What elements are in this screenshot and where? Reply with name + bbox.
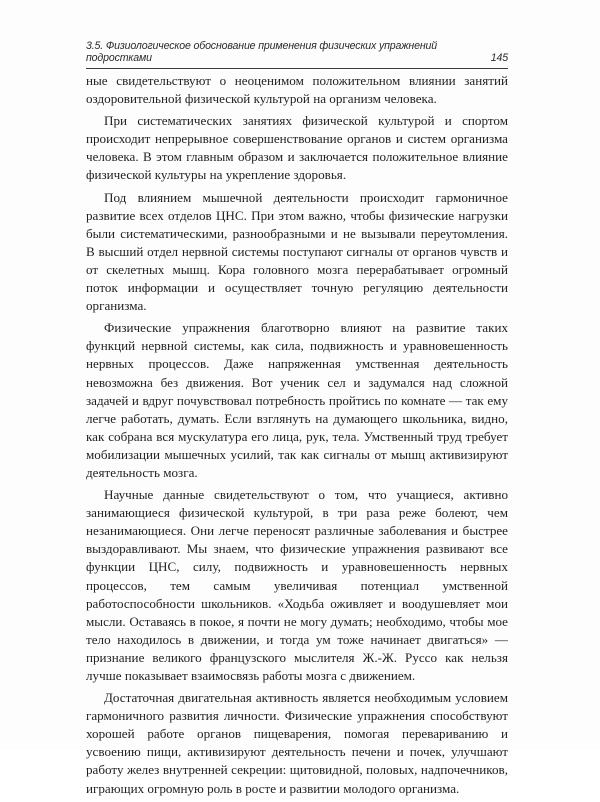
body-text	[86, 72, 508, 802]
header-rule	[86, 68, 508, 69]
paragraph: Под влиянием мышечной деятельности происходит гармоничное развитие всех отделов ЦНС. При этом важно, чтобы физические нагрузки были систематическими, разнообразными и не вызывали переутомления. В высший отдел нервной системы поступают сигналы от органов чувств и от скелетных мышц. Кора головного мозга перерабатывает огромный поток информации и осуществляет точную регуляцию деятельности организма.	[86, 189, 508, 314]
section-title: 3.5. Физиологическое обоснование применения физических упражнений подростками	[86, 40, 438, 64]
paragraph: Физические упражнения благотворно влияют на развитие таких функций нервной системы, как сила, подвижность и уравновешенность нервных процессов. Даже напряженная умственная деятельность невозможна без движения. Вот ученик сел и задумался над сложной задачей и вдруг почувствовал потребность пройтись по комнате — так ему легче работать, думать. Если взглянуть на думающего школьника, видно, как собрана вся мускулатура его лица, рук, тела. Умственный труд требует мобилизации мышечных усилий, так как сигналы от мышц активизируют деятельность мозга.	[86, 320, 508, 480]
running-header	[86, 40, 508, 64]
paragraph: Научные данные свидетельствуют о том, что учащиеся, активно занимающиеся физической культурой, в три раза реже болеют, чем незанимающиеся. Они легче переносят различные заболевания и быстрее выздоравливают. Мы знаем, что физические упражнения развивают все функции ЦНС, силу, подвижность и уравновешенность нервных процессов, тем самым увеличивая потенциал умственной работоспособности школьников. «Ходьба оживляет и воодушевляет мои мысли. Оставаясь в покое, я почти не могу думать; необходимо, чтобы мое тело находилось в движении, и тогда ум тоже начинает двигаться» — признание великого французского мыслителя Ж.-Ж. Руссо как нельзя лучше показывает взаимосвязь работы мозга с движением.	[86, 487, 508, 683]
paragraph-continued: ные свидетельствуют о неоценимом положительном влиянии занятий оздоровительной физической культурой на организм человека.	[86, 73, 508, 107]
paragraph: Достаточная двигательная активность является необходимым условием гармоничного развития личности. Физические упражнения способствуют хорошей работе органов пищеварения, помогая перевариванию и усвоению пищи, активизируют деятельность печени и почек, улучшают работу желез внутренней секреции: щитовидной, половых, надпочечников, играющих огромную роль в росте и развитии молодого организма.	[86, 690, 508, 796]
paragraph: При систематических занятиях физической культурой и спортом происходит непрерывное совершенствование органов и систем организма человека. В этом главным образом и заключается положительное влияние физической культуры на укрепление здоровья.	[86, 113, 508, 183]
page-number: 145	[490, 52, 508, 64]
